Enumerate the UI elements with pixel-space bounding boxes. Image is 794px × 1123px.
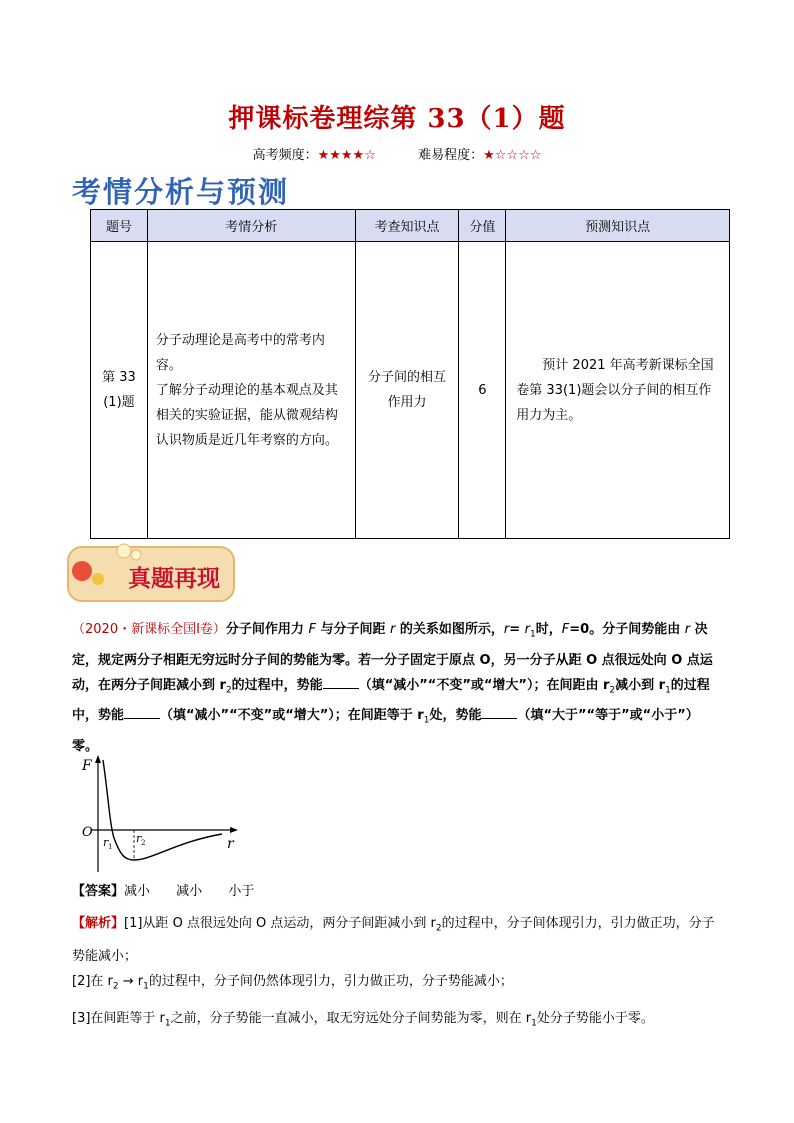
cell-knowledge: 分子间的相互作用力 xyxy=(355,242,459,539)
origin-label: O xyxy=(82,825,93,840)
answer-blank-3[interactable] xyxy=(481,707,517,719)
cell-qnum: 第 33 (1)题 xyxy=(91,242,148,539)
difficulty-stars: ★☆☆☆☆ xyxy=(483,148,542,163)
header-analysis: 考情分析 xyxy=(147,210,355,242)
answer-value-1: 减小 xyxy=(124,884,151,899)
section-badge xyxy=(66,541,236,605)
y-axis-arrow xyxy=(95,755,101,763)
header-qnum: 题号 xyxy=(91,210,148,242)
table-row xyxy=(91,242,730,539)
difficulty-label: 难易程度： xyxy=(418,148,484,163)
analysis-paragraph-1: 【解析】[1]从距 O 点很远处向 O 点运动，两分子间距减小到 $r_2$的过程中，分子间体现引力，引力做正功，分子势能减小； xyxy=(72,916,715,964)
analysis-table xyxy=(90,209,730,539)
answer-value-2: 减小 xyxy=(176,884,203,899)
page-title: 押课标卷理综第 33（1）题 xyxy=(228,104,566,134)
r1-label: r xyxy=(103,836,109,849)
answer-value-3: 小于 xyxy=(228,884,255,899)
answer-blank-1[interactable] xyxy=(323,677,359,689)
apple-icon xyxy=(72,561,92,581)
frequency-label: 高考频度： xyxy=(252,148,318,163)
blossom-icon xyxy=(117,544,131,558)
analysis-paragraph-3: [3]在间距等于 $r_1$之前，分子势能一直减小，取无穷远处分子间势能为零，则在 $r_1$处分子势能小于零。 xyxy=(72,1011,654,1029)
force-distance-graph xyxy=(72,754,242,876)
answer-line xyxy=(72,880,254,899)
section-heading: 考情分析与预测 xyxy=(72,175,290,209)
frequency-stars: ★★★★☆ xyxy=(317,148,376,163)
answer-blank-2[interactable] xyxy=(124,707,160,719)
header-score: 分值 xyxy=(459,210,506,242)
r1-subscript: 1 xyxy=(108,843,113,851)
force-curve xyxy=(103,760,222,860)
flower-icon xyxy=(92,573,104,585)
analysis-paragraph-2: [2]在 $r_2 \to r_1$的过程中，分子间仍然体现引力，引力做正功，分子势能减小； xyxy=(72,974,513,992)
header-knowledge: 考查知识点 xyxy=(355,210,459,242)
table-header-row xyxy=(91,210,730,242)
cell-prediction: 预计 2021 年高考新课标全国卷第 33(1)题会以分子间的相互作用力为主。 xyxy=(506,242,730,539)
x-axis-arrow xyxy=(230,827,238,833)
r-axis-label: r xyxy=(227,836,234,852)
r2-label: r xyxy=(136,832,142,845)
blossom-icon xyxy=(131,550,141,560)
question-source: （2020・新课标全国Ⅰ卷） xyxy=(72,622,226,637)
cell-score: 6 xyxy=(459,242,506,539)
difficulty-meta xyxy=(0,144,794,163)
answer-label: 【答案】 xyxy=(72,884,125,899)
badge-label: 真题再现 xyxy=(128,565,220,592)
f-axis-label: F xyxy=(82,758,92,774)
r2-subscript: 2 xyxy=(141,839,146,847)
header-prediction: 预测知识点 xyxy=(506,210,730,242)
question-text: （2020・新课标全国Ⅰ卷）分子间作用力 F 与分子间距 r 的关系如图所示，$r= r_1$时，F=0。分子间势能由 r 决定，规定两分子相距无穷远时分子间的势能为零。若一分子固定于原点 O，另一分子从距 O 点很远处向 O 点运动，在两分子间距减小到 $r_2$的过程中，势能 （填“减小”“不变”或“增大”）；在间距由 $r_2$减小到 $r_1$的过程中，势能 （填“减小”“不变”或“增大”）；在间距等于 $r_1$处，势能 （填“大于”“等于”或“小于”）零。 xyxy=(72,622,713,754)
cell-analysis: 分子动理论是高考中的常考内容。 了解分子动理论的基本观点及其相关的实验证据，能从微观结构认识物质是近几年考察的方向。 xyxy=(147,242,355,539)
analysis-label: 【解析】 xyxy=(72,916,125,931)
